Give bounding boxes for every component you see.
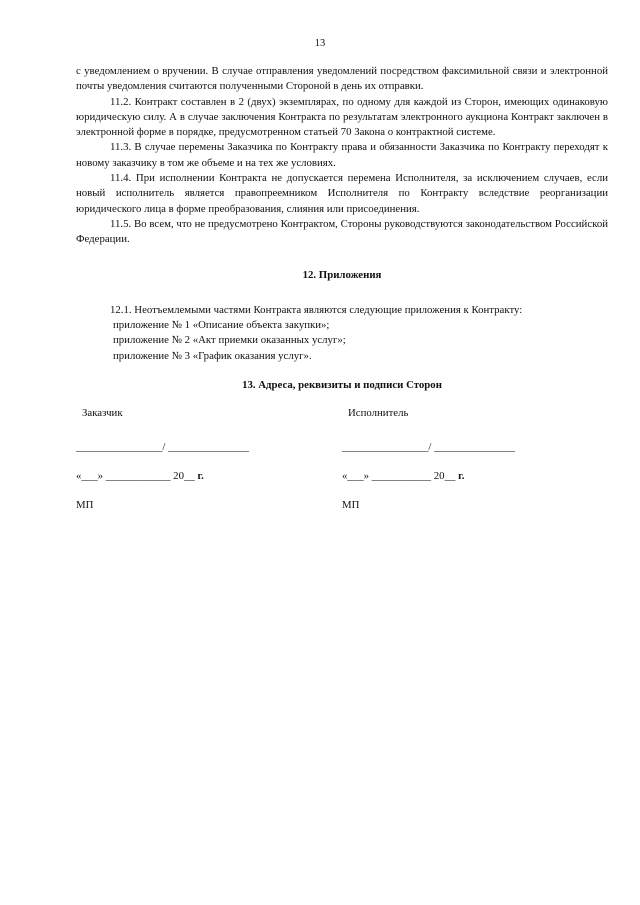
contractor-role-label: Исполнитель [348,407,409,420]
signature-block [76,406,608,513]
document-body [76,64,608,514]
customer-signature-column [76,406,342,513]
customer-signature-line: ________________/ _______________ [76,440,250,453]
paragraph-11-3: 11.3. В случае перемены Заказчика по Контракту права и обязанности Заказчика по Контракту переходят к новому заказчику в том же объеме и на тех же условиях. [76,141,608,169]
appendix-item-3: приложение № 3 «График оказания услуг». [113,349,312,362]
contractor-signature-line: ________________/ _______________ [342,440,516,453]
section-12-heading: 12. Приложения [302,268,382,281]
page-number: 13 [314,38,326,49]
customer-date-line [76,469,342,484]
paragraph-11-5: 11.5. Во всем, что не предусмотрено Контрактом, Стороны руководствуются законодательством Российской Федерации. [76,217,608,246]
customer-role-label: Заказчик [82,407,123,420]
customer-seal-mark: МП [76,499,94,512]
paragraph-11-4: 11.4. При исполнении Контракта не допускается перемена Исполнителя, за исключением случаев, если новый исполнитель является правопреемником Исполнителя по Контракту вследствие реорганизации юридического лица в форме преобразования, слияния или присоединения. [76,172,608,215]
paragraph-11-2: 11.2. Контракт составлен в 2 (двух) экземплярах, по одному для каждой из Сторон, имеющих одинаковую юридическую силу. А в случае заключения Контракта по результатам электронного аукциона Контракт заключен в электронной форме в порядке, предусмотренном статьей 70 Закона о контрактной системе. [76,95,608,139]
appendix-item-2: приложение № 2 «Акт приемки оказанных услуг»; [113,334,346,347]
section-13-heading: 13. Адреса, реквизиты и подписи Сторон [242,379,442,392]
appendix-item-1: приложение № 1 «Описание объекта закупки»; [113,319,330,332]
contractor-date-line [342,469,608,484]
contractor-date-blank: «___» ___________ 20__ [342,469,459,482]
contractor-date-year-suffix: г. [458,469,465,482]
customer-date-year-suffix: г. [197,469,204,482]
customer-date-blank: «___» ____________ 20__ [76,469,198,482]
contractor-signature-column [342,406,608,513]
paragraph-12-1: 12.1. Неотъемлемыми частями Контракта являются следующие приложения к Контракту: [110,303,523,316]
contractor-seal-mark: МП [342,499,360,512]
paragraph-continuation: с уведомлением о вручении. В случае отправления уведомлений посредством факсимильной связи и электронной почты уведомления считаются полученными Стороной в день их отправки. [76,65,608,93]
